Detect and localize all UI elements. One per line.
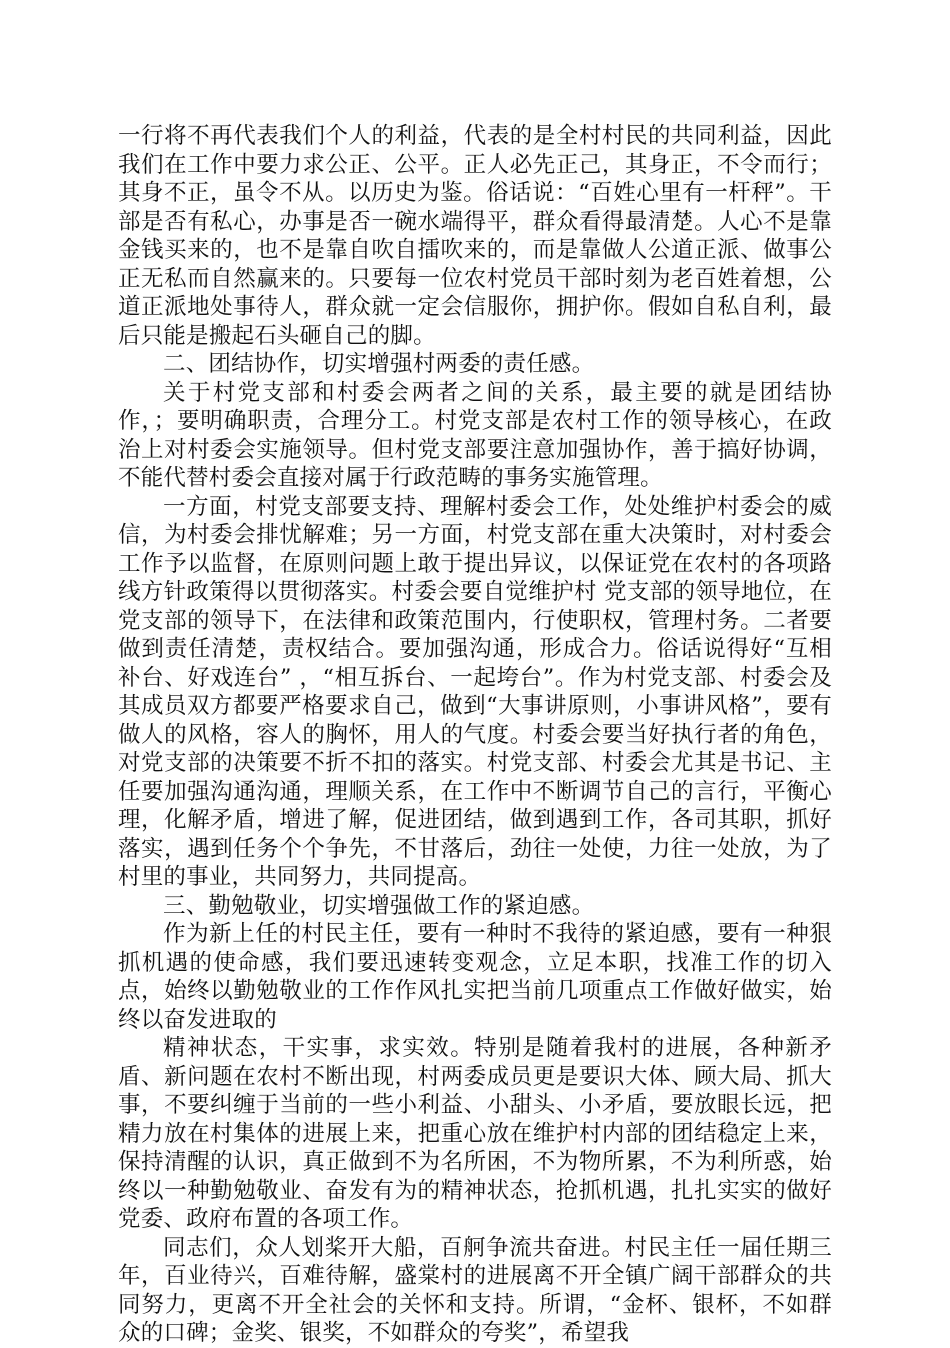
paragraph-spirit-state: 精神状态，干实事，求实效。特别是随着我村的进展，各种新矛盾、新问题在农村不断出现，村两委成员更是要识大体、顾大局、抓大事，不要纠缠于当前的一些小利益、小甜头、小矛盾，要放眼长远，把精力放在村集体的进展上来，把重心放在维护村内部的团结稳定上来，保持清醒的认识，真正做到不为名所困，不为物所累，不为利所惑，始终以一种勤勉敬业、奋发有为的精神状态，抢抓机遇，扎扎实实的做好党委、政府布置的各项工作。 [118,1035,832,1232]
paragraph-party-committee-relation: 关于村党支部和村委会两者之间的关系，最主要的就是团结协作，；要明确职责，合理分工。村党支部是农村工作的领导核心，在政治上对村委会实施领导。但村党支部要注意加强协作，善于搞好协调， 不能代替村委会直接对属于行政范畴的事务实施管理。 [118,379,832,491]
section-heading-unity: 二、团结协作，切实增强村两委的责任感。 [163,351,595,377]
document-page [118,122,832,1348]
paragraph-mutual-support: 一方面，村党支部要支持、理解村委会工作，处处维护村委会的威信，为村委会排忧解难；另一方面，村党支部在重大决策时，对村委会工作予以监督，在原则问题上敢于提出异议，以保证党在农村的各项路线方针政策得以贯彻落实。村委会要自觉维护村 党支部的领导地位，在党支部的领导下，在法律和政策范围内，行使职权，管理村务。二者要做到责任清楚，责权结合。要加强沟通，形成合力。俗话说得好“互相补台、好戏连台” ，“相互拆台、一起垮台”。作为村党支部、村委会及其成员双方都要严格要求自己，做到“大事讲原则，小事讲风格”，要有做人的风格，容人的胸怀，用人的气度。村委会要当好执行者的角色，对党支部的决策要不折不扣的落实。村党支部、村委会尤其是书记、主任要加强沟通沟通，理顺关系，在工作中不断调节自己的言行，平衡心理，化解矛盾，增进了解，促进团结，做到遇到工作，各司其职，抓好落实，遇到任务个个争先，不甘落后，劲往一处使，力往一处放，为了村里的事业，共同努力，共同提高。 [118,493,832,890]
paragraph-intro-continuation: 一行将不再代表我们个人的利益，代表的是全村村民的共同利益，因此我们在工作中要力求公正、公平。正人必先正己，其身正，不令而行；其身不正，虽令不从。以历史为鉴。俗话说：“百姓心里有一杆秤”。干部是否有私心，办事是否一碗水端得平，群众看得最清楚。人心不是靠金钱买来的，也不是靠自吹自擂吹来的，而是靠做人公道正派、做事公正无私而自然赢来的。只要每一位农村党员干部时刻为老百姓着想，公道正派地处事待人，群众就一定会信服你，拥护你。假如自私自利，最后只能是搬起石头砸自己的脚。 [118,123,832,349]
paragraph-closing-comrades: 同志们，众人划桨开大船，百舸争流共奋进。村民主任一届任期三年，百业待兴，百难待解，盛棠村的进展离不开全镇广阔干部群众的共同努力，更离不开全社会的关怀和支持。所谓，“金杯、银杯，不如群众的口碑；金奖、银奖，不如群众的夸奖”，希望我 [118,1234,832,1346]
paragraph-new-director-urgency: 作为新上任的村民主任，要有一种时不我待的紧迫感，要有一种狠抓机遇的使命感，我们要迅速转变观念，立足本职，找准工作的切入点，始终以勤勉敬业的工作作风扎实把当前几项重点工作做好做实，始终以奋发进取的 [118,921,832,1033]
section-heading-diligence: 三、勤勉敬业，切实增强做工作的紧迫感。 [163,892,595,919]
